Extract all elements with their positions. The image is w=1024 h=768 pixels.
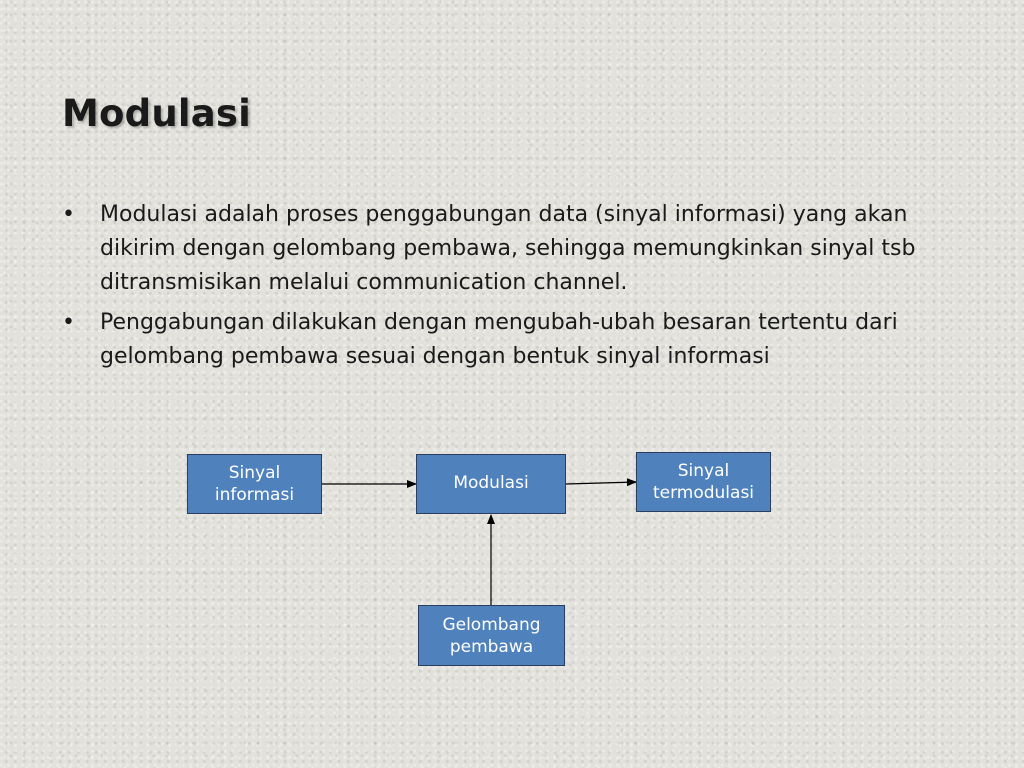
output-signal-box: Sinyal termodulasi	[636, 452, 771, 512]
bullet-icon: •	[62, 310, 75, 335]
bullet-icon: •	[62, 202, 75, 227]
modulator-box: Modulasi	[416, 454, 566, 514]
bullet-item	[62, 306, 962, 374]
carrier-wave-box: Gelombang pembawa	[418, 605, 565, 666]
slide-title: Modulasi	[62, 92, 252, 135]
bullet-item	[62, 198, 962, 300]
arrow-modulator-to-output	[566, 482, 636, 484]
input-signal-box: Sinyal informasi	[187, 454, 322, 514]
bullet-text: Modulasi adalah proses penggabungan data (sinyal informasi) yang akan dikirim dengan gelombang pembawa, sehingga memungkinkan sinyal tsb ditransmisikan melalui communication channel.	[100, 202, 916, 295]
bullet-list	[62, 198, 962, 380]
bullet-text: Penggabungan dilakukan dengan mengubah-ubah besaran tertentu dari gelombang pembawa sesuai dengan bentuk sinyal informasi	[100, 310, 898, 369]
